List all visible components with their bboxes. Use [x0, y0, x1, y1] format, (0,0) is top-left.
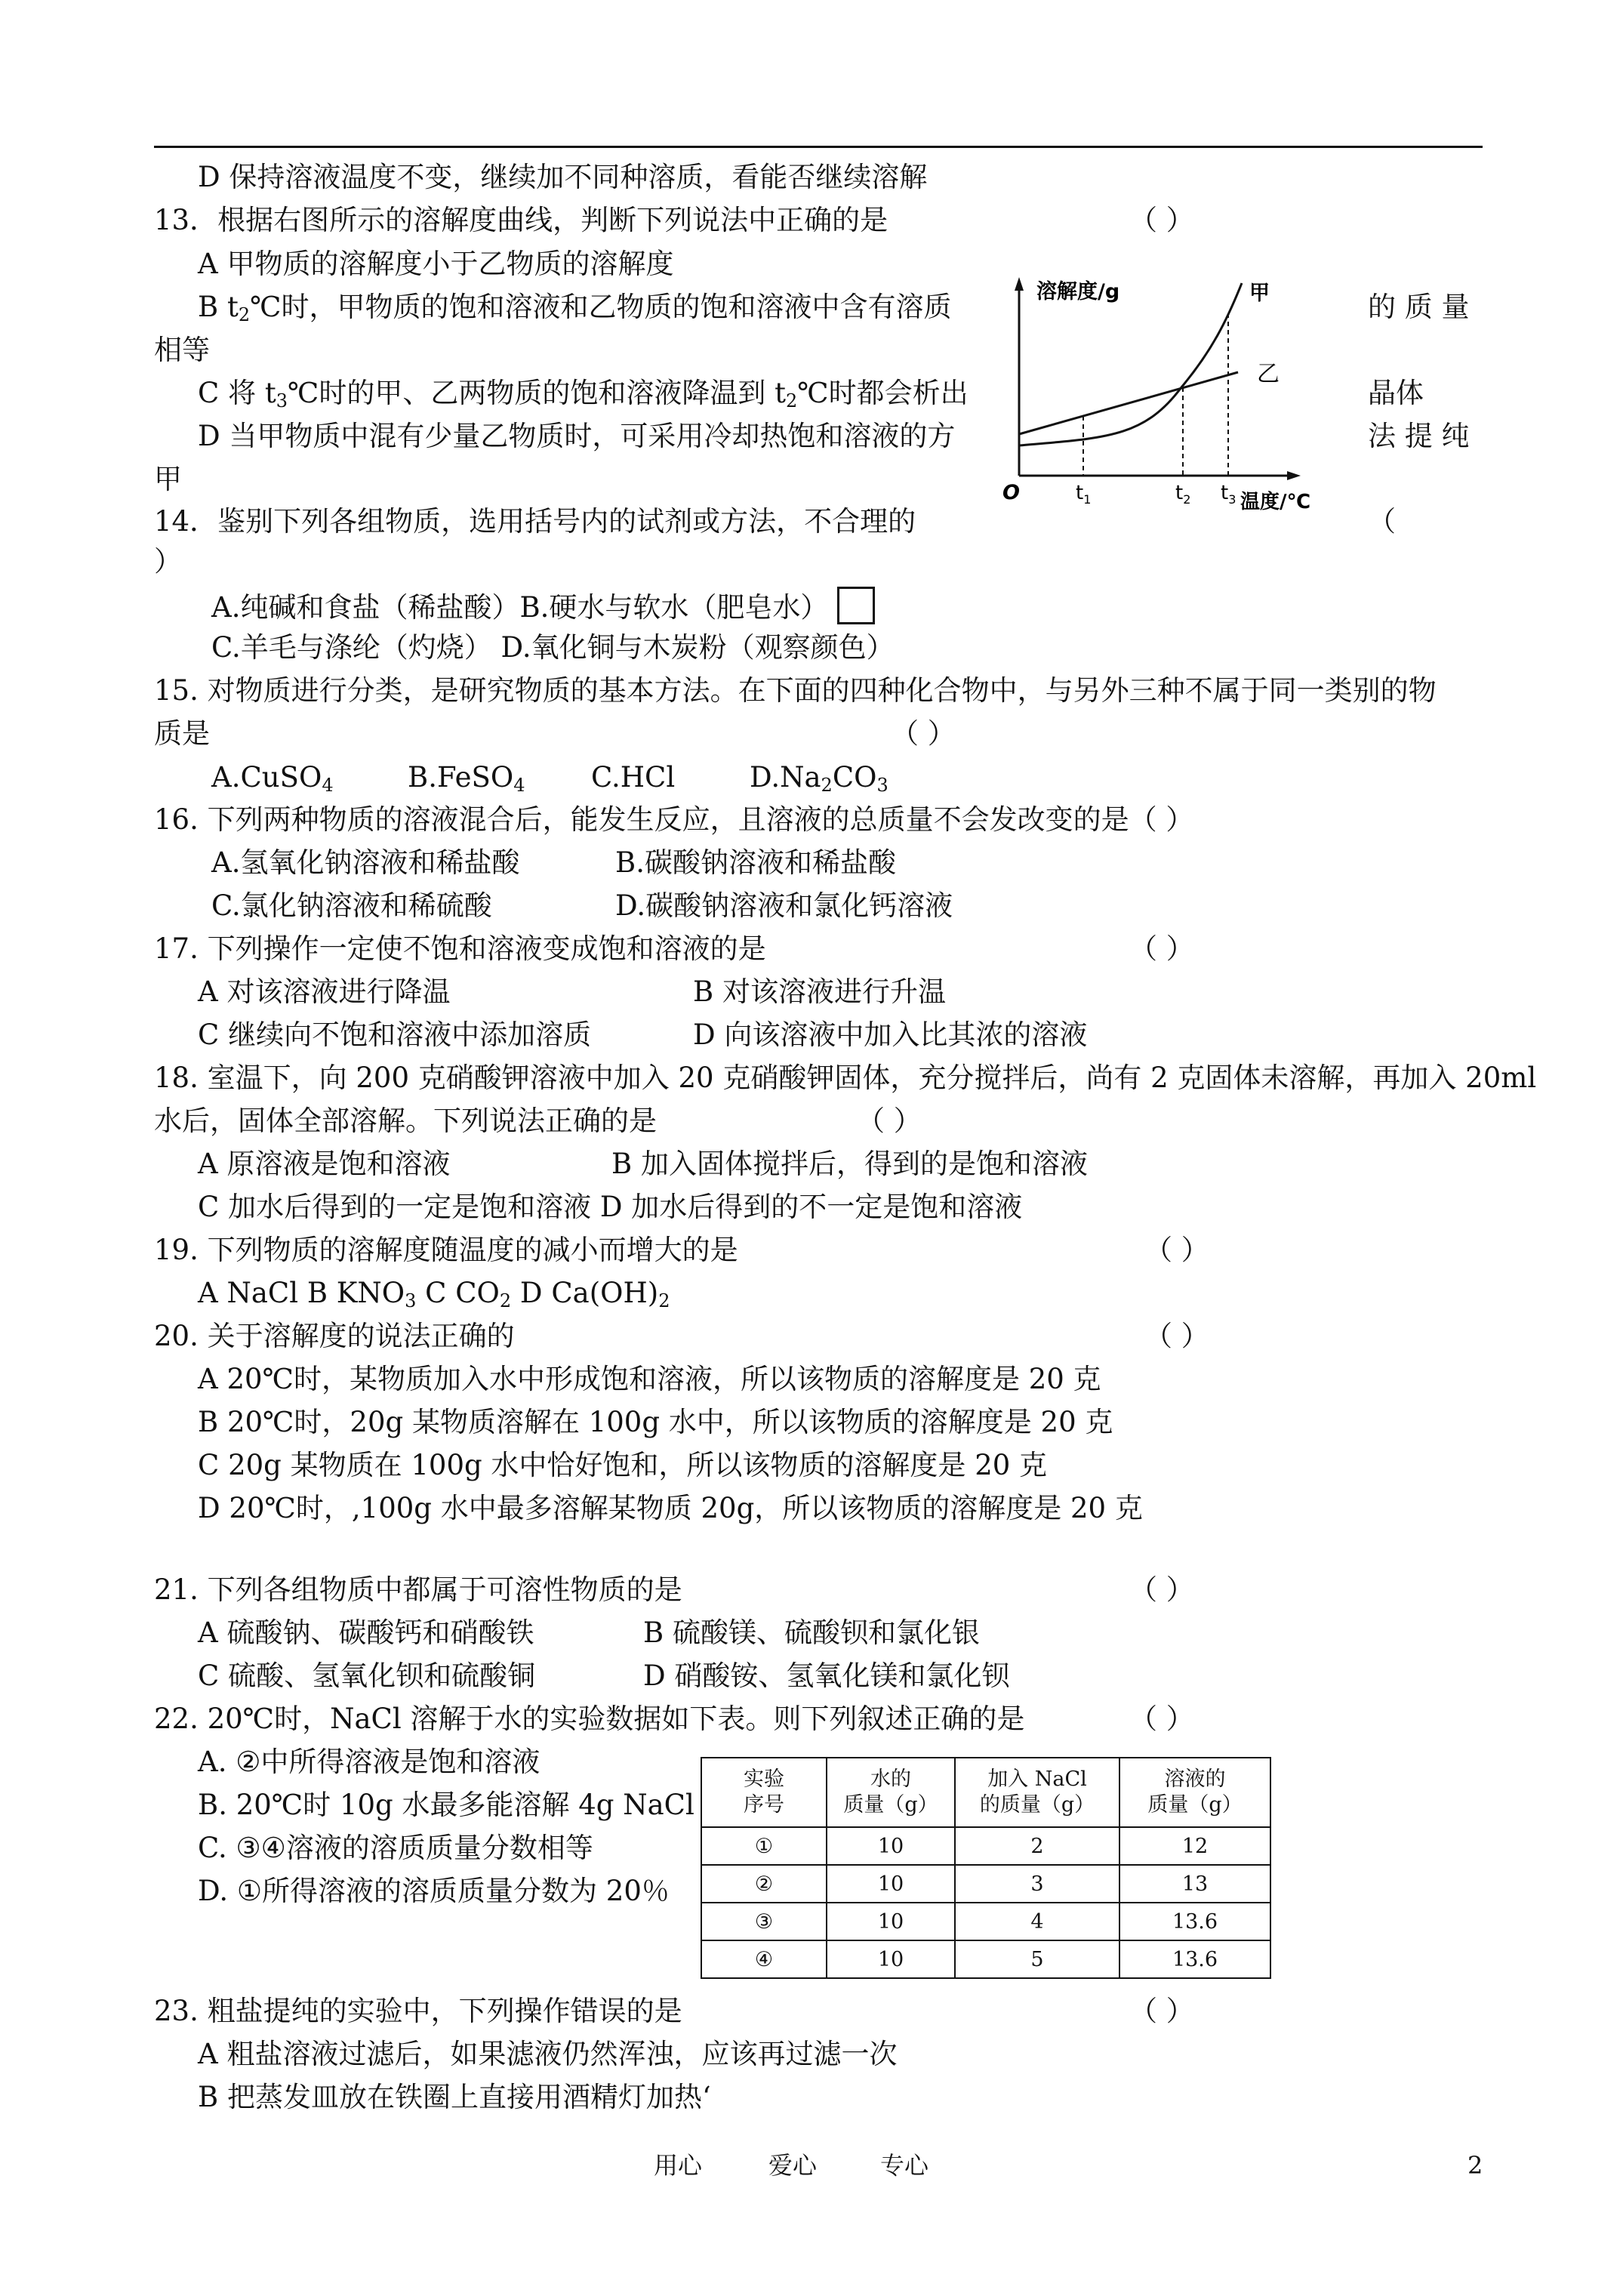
q23-stem: 23. 粗盐提纯的实验中，下列操作错误的是 [154, 1995, 682, 2027]
table-row [701, 1865, 1270, 1903]
q17-option-c: C 继续向不饱和溶液中添加溶质 [198, 1019, 592, 1051]
q15-option-d: $D.Na_2CO_3$ [750, 761, 888, 796]
y-axis-arrow [1015, 277, 1024, 291]
q20-option-b: B 20℃时，20g 某物质溶解在 100g 水中，所以该物质的溶解度是 20 克 [198, 1406, 1113, 1438]
q21-answer-bracket: （ ） [1129, 1573, 1194, 1606]
q21-option-d: D 硝酸铵、氢氧化镁和氯化钡 [643, 1660, 1010, 1692]
series-yi-curve [1019, 372, 1238, 434]
q18-stem: 18. 室温下，向 200 克硝酸钾溶液中加入 20 克硝酸钾固体，充分搅拌后，尚有 2 克固体未溶解，再加入 20ml [154, 1062, 1537, 1094]
tick-t3: $t_3$ [1221, 482, 1236, 507]
series-jia-label: 甲 [1249, 282, 1270, 305]
q22-option-b: B. 20℃时 10g 水最多能溶解 4g NaCl [198, 1789, 694, 1821]
q15-stem: 15. 对物质进行分类，是研究物质的基本方法。在下面的四种化合物中，与另外三种不属于同一类别的物 [154, 674, 1437, 707]
q13-option-d-cont: 甲 [154, 463, 182, 495]
q22-option-c: C. ③④溶液的溶质质量分数相等 [198, 1832, 593, 1864]
answer-box [837, 587, 875, 624]
table-cell: 2 [955, 1827, 1119, 1865]
table-cell: 13 [1119, 1865, 1270, 1903]
table-cell: ④ [701, 1940, 827, 1978]
nacl-data-table [701, 1757, 1271, 1979]
table-cell: 12 [1119, 1827, 1270, 1865]
q17-answer-bracket: （ ） [1129, 932, 1194, 965]
table-cell: 4 [955, 1903, 1119, 1940]
table-cell: 3 [955, 1865, 1119, 1903]
page-number: 2 [1467, 2151, 1483, 2180]
footer-motto-3: 专心 [880, 2151, 929, 2180]
table-header-cell: 溶液的 质量（g） [1119, 1758, 1270, 1827]
q17-option-d: D 向该溶液中加入比其浓的溶液 [693, 1019, 1088, 1051]
q12-option-d: D 保持溶液温度不变，继续加不同种溶质，看能否继续溶解 [198, 161, 928, 193]
series-yi-label: 乙 [1257, 361, 1280, 387]
table-cell: 13.6 [1119, 1940, 1270, 1978]
q18-option-a: A 原溶液是饱和溶液 [198, 1148, 451, 1180]
q13-option-c-tail: 晶体 [1368, 377, 1424, 409]
footer-motto-1: 用心 [654, 2151, 703, 2180]
q23-option-a: A 粗盐溶液过滤后，如果滤液仍然浑浊，应该再过滤一次 [198, 2038, 898, 2070]
q14-stem: 14．鉴别下列各组物质，选用括号内的试剂或方法，不合理的 [154, 505, 916, 538]
table-header-cell: 加入 NaCl 的质量（g） [955, 1758, 1119, 1827]
q21-option-b: B 硫酸镁、硫酸钡和氯化银 [643, 1616, 980, 1649]
table-cell: ③ [701, 1903, 827, 1940]
q17-stem: 17. 下列操作一定使不饱和溶液变成饱和溶液的是 [154, 932, 766, 965]
table-row [701, 1903, 1270, 1940]
table-cell: ② [701, 1865, 827, 1903]
table-cell: 10 [827, 1827, 955, 1865]
q13-answer-bracket: （ ） [1129, 204, 1194, 236]
q20-answer-bracket: （ ） [1144, 1320, 1209, 1352]
q13-option-b-cont: 相等 [154, 334, 210, 366]
q21-stem: 21. 下列各组物质中都属于可溶性物质的是 [154, 1573, 682, 1606]
q16-option-a: A.氢氧化钠溶液和稀盐酸 [211, 846, 520, 879]
q18-stem-cont: 水后，固体全部溶解。下列说法正确的是 [154, 1105, 657, 1137]
header-rule [154, 146, 1483, 148]
q15-stem-cont: 质是 [154, 717, 210, 750]
q16-option-b: B.碳酸钠溶液和稀盐酸 [615, 846, 896, 879]
q14-options-ab: A.纯碱和食盐（稀盐酸）B.硬水与软水（肥皂水） [211, 587, 875, 626]
q15-option-a: A.CuSO$_4$ [211, 761, 334, 796]
q21-option-a: A 硫酸钠、碳酸钙和硝酸铁 [198, 1616, 534, 1649]
q19-answer-bracket: （ ） [1144, 1234, 1209, 1266]
table-row [701, 1940, 1270, 1978]
table-cell: 10 [827, 1903, 955, 1940]
q16-option-c: C.氯化钠溶液和稀硫酸 [211, 889, 492, 922]
q15-option-b: B.FeSO$_4$ [408, 761, 525, 796]
q22-option-a: A. ②中所得溶液是饱和溶液 [198, 1746, 540, 1778]
q19-stem: 19. 下列物质的溶解度随温度的减小而增大的是 [154, 1234, 738, 1266]
table-cell: ① [701, 1827, 827, 1865]
x-axis-label: 温度/℃ [1240, 491, 1310, 513]
q20-option-a: A 20℃时，某物质加入水中形成饱和溶液，所以该物质的溶解度是 20 克 [198, 1363, 1101, 1395]
q20-stem: 20. 关于溶解度的说法正确的 [154, 1320, 515, 1352]
q22-option-d: D. ①所得溶液的溶质质量分数为 20％ [198, 1875, 670, 1907]
q18-options-cd: C 加水后得到的一定是饱和溶液 D 加水后得到的不一定是饱和溶液 [198, 1191, 1023, 1223]
q14-options-cd: C.羊毛与涤纶（灼烧） D.氧化铜与木炭粉（观察颜色） [211, 631, 895, 664]
q13-option-b-tail: 的 质 量 [1368, 291, 1470, 323]
x-axis-arrow [1287, 471, 1301, 480]
q13-option-b: B $t_2℃$时，甲物质的饱和溶液和乙物质的饱和溶液中含有溶质 [198, 291, 952, 325]
q13-stem: 13．根据右图所示的溶解度曲线，判断下列说法中正确的是 [154, 204, 888, 236]
q13-option-d-tail: 法 提 纯 [1368, 420, 1470, 452]
origin-label: O [1002, 481, 1020, 504]
q18-option-b: B 加入固体搅拌后，得到的是饱和溶液 [611, 1148, 1088, 1180]
q18-answer-bracket: （ ） [857, 1105, 922, 1137]
table-header-cell: 实验 序号 [701, 1758, 827, 1827]
table-cell: 5 [955, 1940, 1119, 1978]
table-header-cell: 水的 质量（g） [827, 1758, 955, 1827]
q14-bracket-open: （ [1368, 505, 1396, 538]
q19-options: A NaCl B $KNO_3$ C $CO_2$ D $Ca(OH)_2$ [198, 1277, 670, 1311]
q23-option-b: B 把蒸发皿放在铁圈上直接用酒精灯加热‘ [198, 2081, 711, 2113]
q20-option-d: D 20℃时，,100g 水中最多溶解某物质 20g，所以该物质的溶解度是 20 克 [198, 1492, 1143, 1524]
q23-answer-bracket: （ ） [1129, 1995, 1194, 2027]
q14-bracket-close: ） [154, 545, 182, 578]
q16-stem: 16. 下列两种物质的溶液混合后，能发生反应，且溶液的总质量不会发改变的是（ ） [154, 803, 1194, 836]
q16-option-d: D.碳酸钠溶液和氯化钙溶液 [615, 889, 953, 922]
y-axis-label: 溶解度/g [1036, 280, 1120, 304]
q15-option-c: C.HCl [591, 761, 676, 794]
table-row [701, 1827, 1270, 1865]
q15-answer-bracket: （ ） [891, 717, 956, 750]
q21-option-c: C 硫酸、氢氧化钡和硫酸铜 [198, 1660, 536, 1692]
table-cell: 13.6 [1119, 1903, 1270, 1940]
q17-option-b: B 对该溶液进行升温 [693, 975, 946, 1008]
q13-option-a: A 甲物质的溶解度小于乙物质的溶解度 [198, 248, 674, 280]
q22-answer-bracket: （ ） [1129, 1703, 1194, 1735]
table-header-row [701, 1758, 1270, 1827]
footer-motto-2: 爱心 [768, 2151, 818, 2180]
series-jia-curve [1019, 283, 1242, 445]
table-cell: 10 [827, 1865, 955, 1903]
q13-option-d: D 当甲物质中混有少量乙物质时，可采用冷却热饱和溶液的方 [198, 420, 956, 452]
tick-t1: $t_1$ [1076, 482, 1092, 507]
solubility-curve-figure [1000, 268, 1317, 517]
q20-option-c: C 20g 某物质在 100g 水中恰好饱和，所以该物质的溶解度是 20 克 [198, 1449, 1048, 1481]
q22-stem: 22. 20℃时，NaCl 溶解于水的实验数据如下表。则下列叙述正确的是 [154, 1703, 1025, 1735]
tick-t2: $t_2$ [1175, 482, 1191, 507]
q13-option-c: C 将 $t_3℃$时的甲、乙两物质的饱和溶液降温到 $t_2℃$时都会析出 [198, 377, 969, 411]
table-cell: 10 [827, 1940, 955, 1978]
q17-option-a: A 对该溶液进行降温 [198, 975, 451, 1008]
